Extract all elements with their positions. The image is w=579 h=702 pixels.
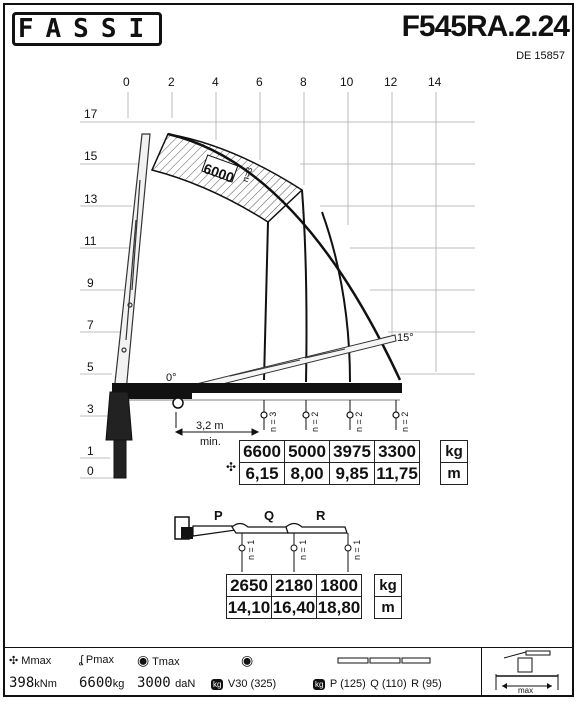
y-tick-label: 17 [84, 107, 98, 121]
jib-load-table [226, 574, 362, 619]
x-tick-label: 6 [256, 75, 263, 89]
jib-section-q: Q [264, 508, 275, 523]
load-zone-n: n=3 [240, 165, 255, 184]
x-tick-label: 12 [384, 75, 398, 89]
load-cell: 6600 [240, 441, 285, 463]
winch-model-icon: ◉ [241, 652, 254, 668]
main-unit-table [440, 440, 468, 485]
hook-n-label: n = 3 [268, 411, 278, 432]
mmax-value: 398 [9, 675, 35, 691]
x-tick-label: 8 [300, 75, 307, 89]
model-title: F545RA.2.24 [401, 10, 569, 43]
hook-symbols [261, 412, 399, 418]
jib-hook-n-label: n = 1 [298, 539, 308, 560]
brand-logo: FASSI [12, 12, 162, 46]
tmax-label-text: Tmax [152, 656, 180, 668]
tmax-value: 3000 [137, 675, 171, 691]
load-zone-value: 6000 [201, 160, 237, 186]
mmax-label-text: Mmax [21, 655, 52, 667]
reach-cell: 6,15 [240, 463, 285, 485]
spec-footer [3, 647, 574, 697]
winch-model-group [211, 674, 276, 692]
angle-15-label: 15° [397, 332, 414, 344]
y-tick-label: 5 [87, 360, 94, 374]
main-load-table [239, 440, 420, 485]
jib-r-rating: R (95) [411, 678, 442, 690]
unit-m: m [441, 463, 468, 485]
y-tick-label: 1 [87, 444, 94, 458]
load-cell: 3300 [375, 441, 420, 463]
jib-section-r: R [316, 508, 326, 523]
jib-reach-cell: 14,10 [227, 597, 271, 617]
reach-curve-1 [264, 222, 268, 380]
jib-unit-table [374, 574, 402, 619]
winch-model: V30 (325) [227, 678, 277, 690]
pmax-unit: kg [112, 678, 125, 690]
x-tick-label: 14 [428, 75, 442, 89]
jib-reach-cell: 16,40 [272, 597, 316, 617]
mmax-unit: kNm [34, 678, 57, 690]
jib-unit-kg: kg [375, 575, 402, 597]
reach-curve-2 [302, 190, 307, 382]
mmax-label [9, 654, 51, 667]
x-tick-label: 4 [212, 75, 219, 89]
hook-n-label: n = 2 [310, 411, 320, 432]
reach-cell: 9,85 [330, 463, 375, 485]
y-tick-label: 3 [87, 402, 94, 416]
hook-icon: ʆ [79, 654, 83, 666]
y-tick-label: 11 [84, 234, 97, 248]
x-tick-label: 0 [123, 75, 130, 89]
y-tick-label: 7 [87, 318, 94, 332]
hook-n-label: n = 2 [354, 411, 364, 432]
mmax-marker-icon: ✣ [226, 460, 237, 474]
jib-q-rating: Q (110) [370, 678, 407, 690]
jib-load-cell: 1800 [317, 575, 362, 597]
pmax-label-text: Pmax [85, 654, 115, 666]
document-number: DE 15857 [516, 50, 565, 62]
min-reach-label: 3,2 m [196, 420, 224, 432]
y-tick-label: 9 [87, 276, 94, 290]
jib-hook-n-label: n = 1 [352, 539, 362, 560]
jib-load-cell: 2180 [272, 575, 317, 597]
x-tick-label: 2 [168, 75, 175, 89]
jib-p-rating: P (125) [329, 678, 366, 690]
mmax-icon: ✣ [9, 655, 19, 667]
reach-cell: 8,00 [285, 463, 330, 485]
y-tick-label: 0 [87, 464, 94, 478]
pmax-value: 6600 [79, 675, 113, 691]
tmax-label [137, 652, 180, 669]
winch-icon: ◉ [137, 652, 150, 668]
tmax-value-group [137, 674, 195, 692]
min-reach-min: min. [200, 436, 221, 448]
jib-hook-n-label: n = 1 [246, 539, 256, 560]
reach-cell: 11,75 [376, 463, 418, 483]
mmax-value-group [9, 674, 57, 692]
y-tick-label: 15 [84, 149, 98, 163]
kg-badge: kg [213, 680, 222, 689]
boom-raised [114, 134, 150, 392]
jib-sections-icon [337, 656, 433, 666]
x-tick-label: 10 [340, 75, 354, 89]
jib-diagram [175, 517, 351, 572]
max-label: max [518, 686, 534, 695]
hook-n-label: n = 2 [400, 411, 410, 432]
pmax-value-group [79, 674, 124, 692]
load-cell: 5000 [285, 441, 330, 463]
unit-kg: kg [441, 441, 468, 463]
grid-vertical [128, 92, 436, 372]
y-tick-label: 13 [84, 192, 98, 206]
jib-load-cell: 2650 [227, 575, 272, 597]
crane-column [106, 392, 183, 478]
angle-0-label: 0° [166, 372, 177, 384]
jib-ratings-group [313, 674, 442, 692]
pmax-label [79, 654, 114, 666]
load-cell: 3975 [330, 441, 375, 463]
jib-unit-m: m [375, 597, 402, 619]
boom-horizontal [112, 383, 402, 400]
outrigger-box [481, 648, 572, 696]
jib-kg-badge: kg [315, 680, 324, 689]
tmax-unit: daN [175, 678, 196, 690]
jib-reach-cell: 18,80 [317, 597, 361, 617]
jib-section-p: P [214, 508, 223, 523]
